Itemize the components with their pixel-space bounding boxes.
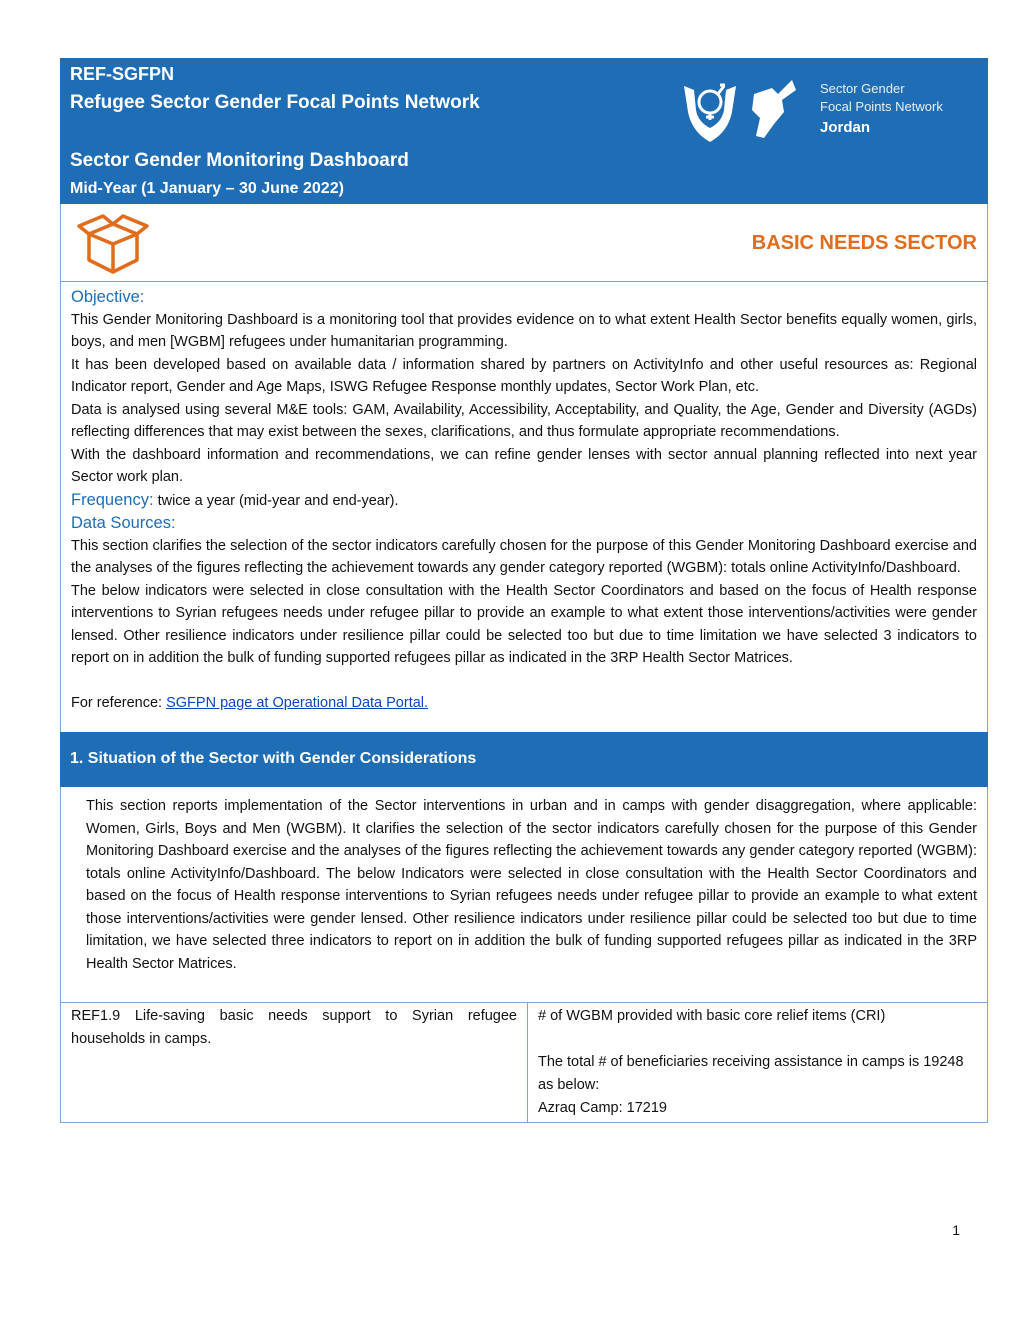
measure-text: # of WGBM provided with basic core relief items (CRI) xyxy=(538,1008,886,1024)
objective-paragraph-2: It has been developed based on available data / information shared by partners on ActivityInfo and other useful resources as: Regional Indicator report, Gender and Age Maps, ISWG Refugee Response monthly updates, Sector Work Plan, etc. xyxy=(71,356,977,395)
org-short-name: REF-SGFPN xyxy=(70,64,175,84)
data-sources-heading: Data Sources: xyxy=(71,514,176,532)
sector-title: BASIC NEEDS SECTOR xyxy=(751,232,977,254)
box-icon xyxy=(71,210,155,276)
reference-prefix: For reference: xyxy=(71,694,167,711)
section-1-text: This section reports implementation of the Sector interventions in urban and in camps with gender disaggregation, where applicable: Women, Girls, Boys and Men (WGBM). It clarifies the selection of the sector indicators carefully chosen for the purpose of this Gender Monitoring Dashboard exercise and the analyses of the figures reflecting the achievement towards any gender category reported (WGBM): totals online ActivityInfo/Dashboard. The below Indicators were selected in close consultation with the Health Sector Coordinators and based on the focus of Health response interventions to Syrian refugees needs under refugee pillar to provide an example to what extent those interventions/activities were gender lensed. Other resilience indicators under resilience pillar could be selected too but due to time limitation, we have selected three indicators to report on in addition the bulk of funding supported refugees pillar as indicated in the 3RP Health Sector Matrices. xyxy=(60,787,988,1002)
frequency-heading: Frequency: xyxy=(71,490,154,509)
measure-cell xyxy=(528,1003,987,1122)
header-band xyxy=(60,58,988,204)
section-1-title: 1. Situation of the Sector with Gender Considerations xyxy=(60,732,988,787)
objective-paragraph-1: This Gender Monitoring Dashboard is a monitoring tool that provides evidence on to what extent Health Sector benefits equally women, girls, boys, and men [WGBM] refugees under humanitarian programming. xyxy=(71,311,977,350)
data-sources-paragraph-2: The below indicators were selected in close consultation with the Health Sector Coordinators and based on the focus of Health response interventions to Syrian refugees needs under refugee pillar to provide an example to what extent those interventions/activities were gender lensed. Other resilience indicators under resilience pillar could be selected too but due to time limitation we have selected 3 indicators to report on in addition the bulk of funding supported refugees pillar as indicated in the 3RP Health Sector Matrices. xyxy=(71,582,977,666)
reference-line xyxy=(71,692,977,733)
org-full-name: Refugee Sector Gender Focal Points Network xyxy=(70,92,480,113)
hands-holding-gender-symbol-icon xyxy=(676,72,816,154)
page-number: 1 xyxy=(952,1222,960,1238)
document-page xyxy=(60,58,988,1123)
logo-line-2: Focal Points Network xyxy=(820,99,943,114)
reporting-period: Mid-Year (1 January – 30 June 2022) xyxy=(70,180,344,197)
total-beneficiaries-text: The total # of beneficiaries receiving assistance in camps is 19248 as below: xyxy=(538,1054,964,1093)
frequency-text: twice a year (mid-year and end-year). xyxy=(153,492,399,509)
azraq-camp-count: Azraq Camp: 17219 xyxy=(538,1100,667,1116)
main-content xyxy=(60,282,988,732)
logo-line-1: Sector Gender xyxy=(820,81,905,96)
data-sources-paragraph-1: This section clarifies the selection of the sector indicators carefully chosen for the purpose of this Gender Monitoring Dashboard exercise and the analyses of the figures reflecting the achievement towards any gender category reported (WGBM): totals online ActivityInfo/Dashboard. xyxy=(71,537,977,576)
objective-paragraph-3: Data is analysed using several M&E tools: GAM, Availability, Accessibility, Acceptability, and Quality, the Age, Gender and Diversity (AGDs) reflecting differences that may exist between the sexes, clarifications, and thus formulate appropriate recommendations. xyxy=(71,401,977,440)
sgfpn-page-link[interactable]: SGFPN page at Operational Data Portal. xyxy=(166,694,429,711)
frequency-line xyxy=(71,489,977,513)
dashboard-title: Sector Gender Monitoring Dashboard xyxy=(70,150,409,171)
indicator-cell: REF1.9 Life-saving basic needs support to Syrian refugee households in camps. xyxy=(61,1003,528,1122)
objective-heading: Objective: xyxy=(71,288,145,306)
network-logo xyxy=(676,72,958,154)
logo-line-3: Jordan xyxy=(820,119,871,136)
sector-row xyxy=(60,204,988,282)
indicator-table xyxy=(60,1002,988,1123)
objective-paragraph-4: With the dashboard information and recommendations, we can refine gender lenses with sector annual planning reflected into next year Sector work plan. xyxy=(71,446,977,485)
